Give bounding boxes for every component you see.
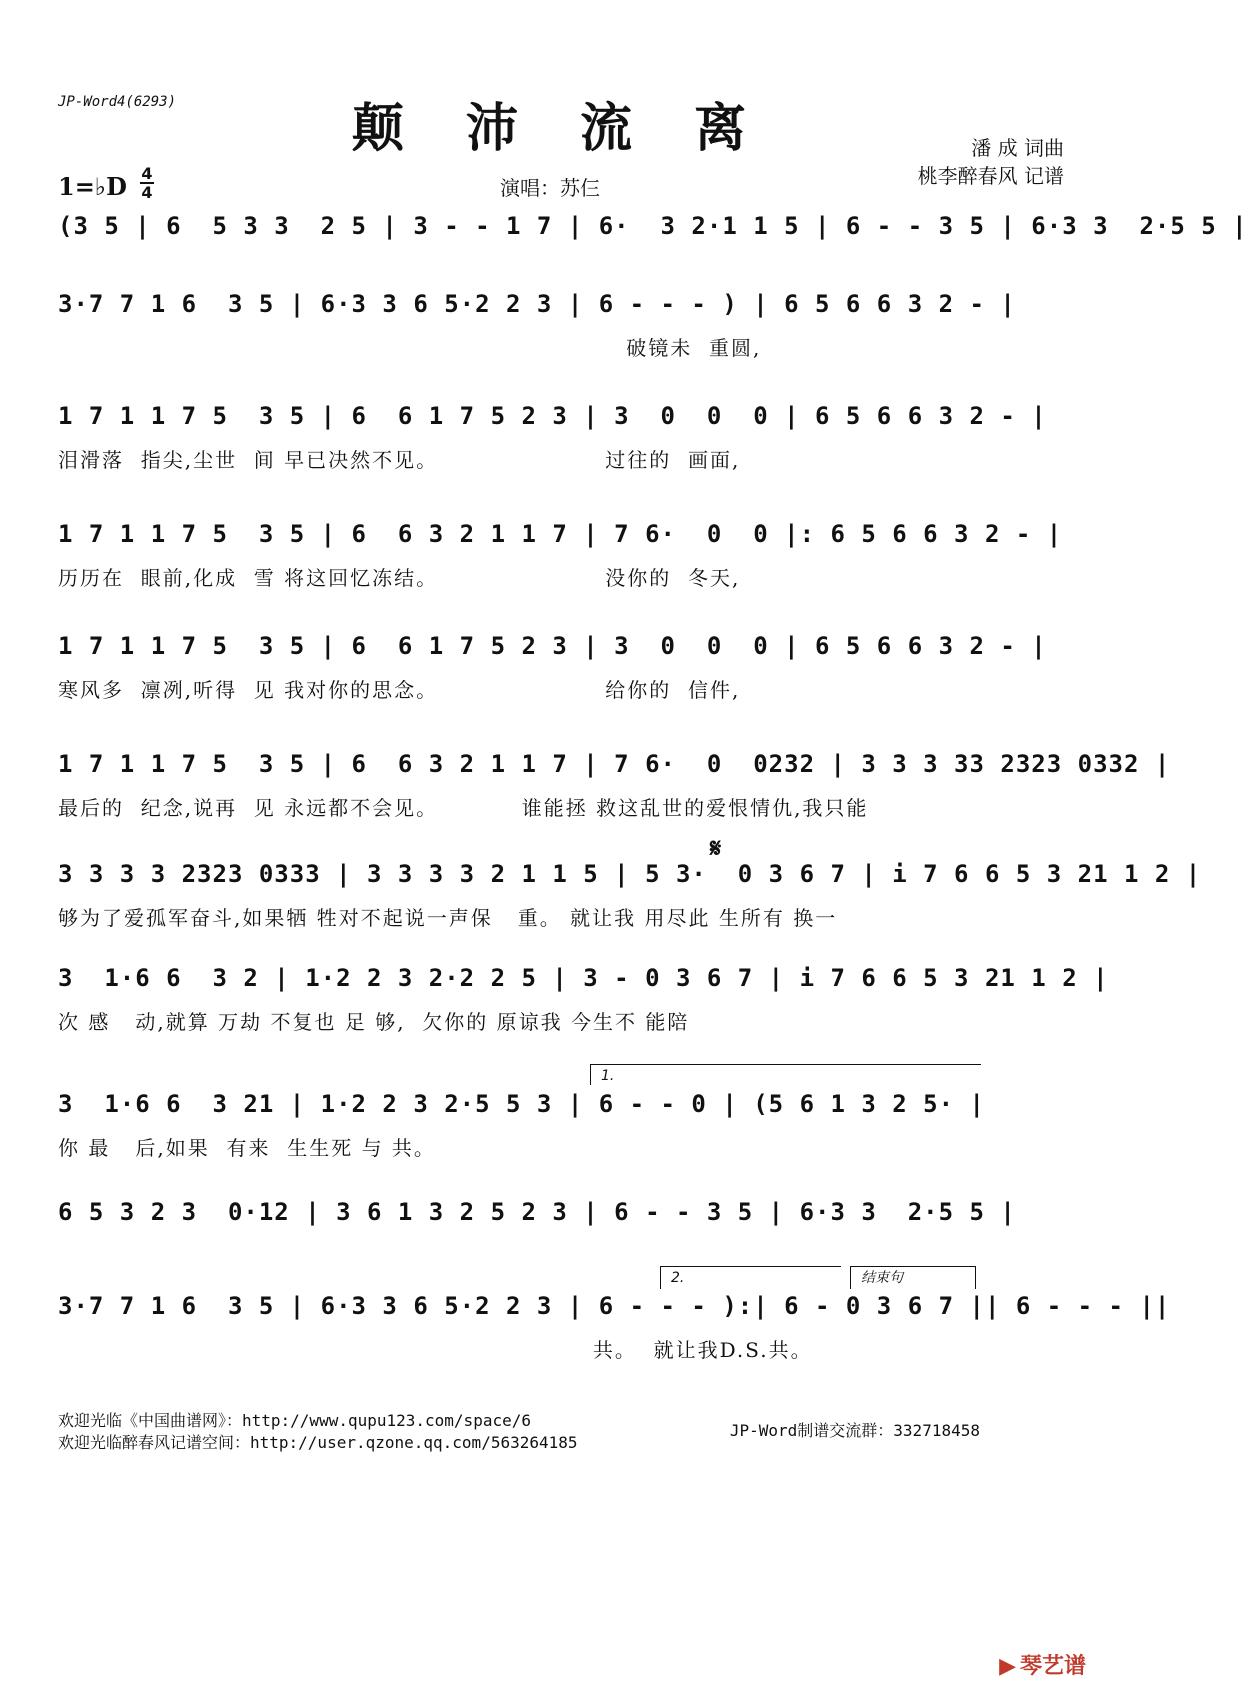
volta-2-bracket xyxy=(660,1266,841,1289)
notes: 3 1·6 6 3 21 | 1·2 2 3 2·5 5 3 | 6 - - 0 | (5 6 1 3 2 5· | xyxy=(58,1090,985,1118)
lyrics: 历历在 眼前,化成 雪 将这回忆冻结。 没你的 冬天, xyxy=(58,566,741,590)
notes: 1 7 1 1 7 5 3 5 | 6 6 3 2 1 1 7 | 7 6· 0 0 |: 6 5 6 6 3 2 - | xyxy=(58,520,1063,548)
score-row-11 xyxy=(58,1292,1171,1363)
score-row-6 xyxy=(58,750,1171,821)
ending-label: 结束句 xyxy=(861,1270,903,1286)
notes: 3·7 7 1 6 3 5 | 6·3 3 6 5·2 2 3 | 6 - - - ):| 6 - 0 3 6 7 || 6 - - - || xyxy=(58,1292,1171,1320)
singer: 演唱：苏仨 xyxy=(500,176,600,200)
ending-bracket xyxy=(850,1266,976,1289)
score-row-1 xyxy=(58,212,1248,240)
logo-icon: ▶ xyxy=(999,1653,1016,1679)
score-row-3 xyxy=(58,402,1068,473)
time-bottom: 4 xyxy=(141,183,153,202)
score-row-10 xyxy=(58,1198,1068,1226)
volta-1-bracket xyxy=(590,1064,981,1085)
lyrics: 泪滑落 指尖,尘世 间 早已决然不见。 过往的 画面, xyxy=(58,448,741,472)
footer-link-1: 欢迎光临《中国曲谱网》：http://www.qupu123.com/space/6 xyxy=(58,1411,531,1430)
footer-group: JP-Word制谱交流群：332718458 xyxy=(729,1421,980,1440)
notes: 1 7 1 1 7 5 3 5 | 6 6 3 2 1 1 7 | 7 6· 0 0232 | 3 3 3 33 2323 0332 | xyxy=(58,750,1171,778)
notes: 3·7 7 1 6 3 5 | 6·3 3 6 5·2 2 3 | 6 - - - ) | 6 5 6 6 3 2 - | xyxy=(58,290,1016,318)
score-row-9 xyxy=(58,1090,1068,1161)
software-label: JP-Word4(6293) xyxy=(58,94,177,110)
key-signature: 1=♭D xyxy=(58,172,127,201)
score-row-8 xyxy=(58,964,1109,1035)
notes: 3 1·6 6 3 2 | 1·2 2 3 2·2 2 5 | 3 - 0 3 6 7 | i 7 6 6 5 3 21 1 2 | xyxy=(58,964,1109,992)
volta-1-label: 1. xyxy=(601,1068,615,1084)
lyrics: 破镜未 重圆, xyxy=(58,336,762,360)
score-row-2 xyxy=(58,290,1068,361)
lyrics: 最后的 纪念,说再 见 永远都不会见。 谁能拯 救这乱世的爱恨情仇,我只能 xyxy=(58,796,869,820)
lyrics: 共。 就让我D.S.共。 xyxy=(58,1338,813,1362)
site-logo xyxy=(999,1649,1090,1680)
notes: 3 3 3 3 2323 0333 | 3 3 3 3 2 1 1 5 | 5 3· 0 3 6 7 | i 7 6 6 5 3 21 1 2 | xyxy=(58,860,1202,888)
notes: 1 7 1 1 7 5 3 5 | 6 6 1 7 5 2 3 | 3 0 0 0 | 6 5 6 6 3 2 - | xyxy=(58,632,1047,660)
logo-text: 琴艺谱 xyxy=(1019,1653,1086,1679)
segno-sign: 𝄋 xyxy=(710,834,722,864)
lyrics: 次 感 动,就算 万劫 不复也 足 够, 欠你的 原谅我 今生不 能陪 xyxy=(58,1010,690,1034)
score-row-7 xyxy=(58,860,1202,931)
notes: 1 7 1 1 7 5 3 5 | 6 6 1 7 5 2 3 | 3 0 0 0 | 6 5 6 6 3 2 - | xyxy=(58,402,1047,430)
notes: (3 5 | 6 5 3 3 2 5 | 3 - - 1 7 | 6· 3 2·1 1 5 | 6 - - 3 5 | 6·3 3 2·5 5 | xyxy=(58,212,1248,240)
lyricist-composer: 潘 成 词曲 xyxy=(971,136,1064,160)
lyrics: 够为了爱孤军奋斗,如果牺 牲对不起说一声保 重。 就让我 用尽此 生所有 换一 xyxy=(58,906,838,930)
score-row-5 xyxy=(58,632,1068,703)
volta-2-label: 2. xyxy=(671,1270,685,1286)
time-top: 4 xyxy=(141,164,153,183)
transcriber: 桃李醉春风 记谱 xyxy=(917,164,1064,188)
song-title: 颠 沛 流 离 xyxy=(351,98,769,159)
time-signature xyxy=(140,165,154,201)
score-row-4 xyxy=(58,520,1068,591)
lyrics: 你 最 后,如果 有来 生生死 与 共。 xyxy=(58,1136,436,1160)
notes: 6 5 3 2 3 0·12 | 3 6 1 3 2 5 2 3 | 6 - - 3 5 | 6·3 3 2·5 5 | xyxy=(58,1198,1016,1226)
footer-link-2: 欢迎光临醉春风记谱空间：http://user.qzone.qq.com/563264185 xyxy=(58,1433,578,1452)
lyrics: 寒风多 凛冽,听得 见 我对你的思念。 给你的 信件, xyxy=(58,678,741,702)
